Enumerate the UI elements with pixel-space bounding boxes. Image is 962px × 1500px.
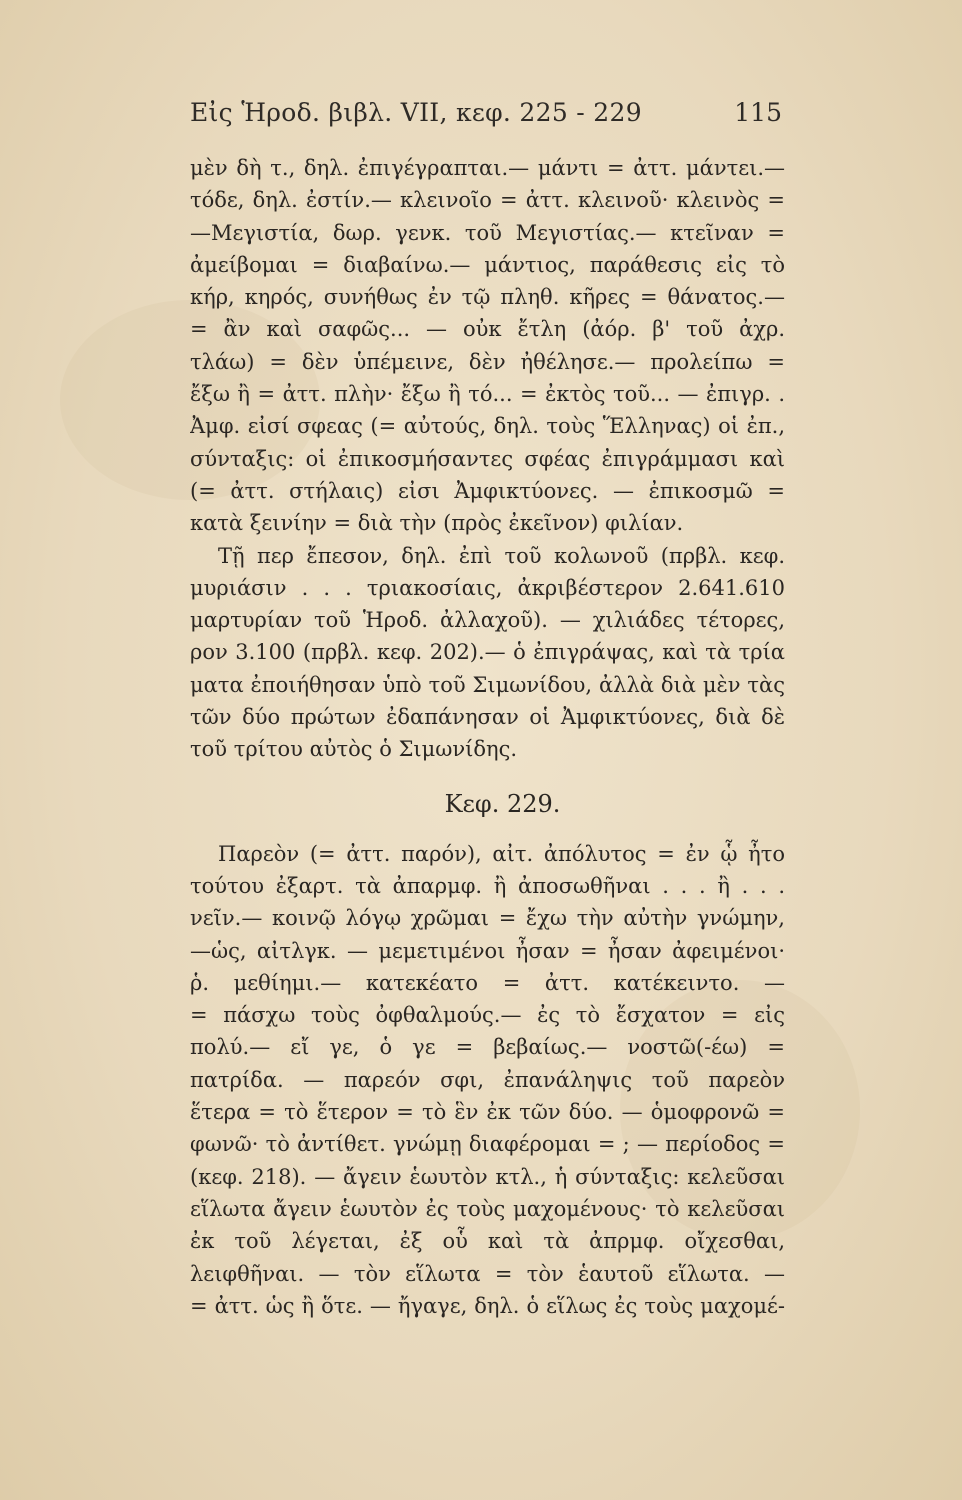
text-line: κατὰ ξεινίην = διὰ τὴν (πρὸς ἐκεῖνον) φιλίαν. <box>190 511 684 536</box>
text-line: λειφθῆναι. — τὸν εἵλωτα = τὸν ἑαυτοῦ εἵλωτα. — <box>190 1261 785 1286</box>
body-text <box>190 152 785 1322</box>
running-title: Εἰς Ἡροδ. βιβλ. VII, κεφ. 225 - 229 <box>190 98 642 127</box>
text-line: (= ἀττ. στήλαις) εἰσι Ἀμφικτύονες. — ἐπικοσμῶ = <box>190 478 785 503</box>
text-line: μαρτυρίαν τοῦ Ἡροδ. ἀλλαχοῦ). — χιλιάδες τέτορες, <box>190 608 785 633</box>
text-line: τλάω) = δὲν ὑπέμεινε, δὲν ἠθέλησε.— προλείπω = <box>190 349 785 374</box>
text-line: νεῖν.— κοινῷ λόγῳ χρῶμαι = ἔχω τὴν αὐτὴν γνώμην, <box>190 906 785 931</box>
text-line: = ἀττ. ὡς ἢ ὅτε. — ἤγαγε, δηλ. ὁ εἵλως ἐς τοὺς μαχομέ- <box>190 1293 785 1318</box>
text-line: —Μεγιστία, δωρ. γενκ. τοῦ Μεγιστίας.— κτεῖναν = <box>190 220 785 245</box>
text-line: ματα ἐποιήθησαν ὑπὸ τοῦ Σιμωνίδου, ἀλλὰ διὰ μὲν τὰς <box>190 672 785 697</box>
text-line: Ἀμφ. εἰσί σφεας (= αὐτούς, δηλ. τοὺς Ἕλληνας) οἱ ἐπ., <box>190 414 785 439</box>
text-line: πατρίδα. — παρεόν σφι, ἐπανάληψις τοῦ παρεὸν <box>190 1067 785 1092</box>
text-line: ῥ. μεθίημι.— κατεκέατο = ἀττ. κατέκειντο. — <box>190 970 785 995</box>
text-line: ἔξω ἢ = ἀττ. πλὴν· ἔξω ἢ τό... = ἐκτὸς τοῦ... — ἐπιγρ. . <box>190 382 785 407</box>
text-line: κήρ, κηρός, συνήθως ἐν τῷ πληθ. κῆρες = θάνατος.— <box>190 285 785 310</box>
text-line: πολύ.— εἴ γε, ὁ γε = βεβαίως.— νοστῶ(-έω) = <box>190 1035 785 1060</box>
text-line: εἵλωτα ἄγειν ἑωυτὸν ἐς τοὺς μαχομένους· τὸ κελεῦσαι <box>190 1196 785 1221</box>
text-line: τῶν δύο πρώτων ἐδαπάνησαν οἱ Ἀμφικτύονες, διὰ δὲ <box>190 705 785 730</box>
text-line: Παρεὸν (= ἀττ. παρόν), αἰτ. ἀπόλυτος = ἐν ᾧ ἦτο <box>218 841 785 866</box>
text-line: ἀμείβομαι = διαβαίνω.— μάντιος, παράθεσις εἰς τὸ <box>190 252 785 277</box>
text-line: τόδε, δηλ. ἐστίν.— κλεινοῖο = ἀττ. κλεινοῦ· κλεινὸς = <box>190 188 785 213</box>
text-line: (κεφ. 218). — ἄγειν ἑωυτὸν κτλ., ἡ σύνταξις: κελεῦσαι <box>190 1164 785 1189</box>
page-number: 115 <box>734 98 782 127</box>
text-line: Τῇ περ ἔπεσον, δηλ. ἐπὶ τοῦ κολωνοῦ (πρβλ. κεφ. <box>218 543 785 568</box>
text-line: μὲν δὴ τ., δηλ. ἐπιγέγραπται.— μάντι = ἀττ. μάντει.— <box>190 156 785 180</box>
chapter-heading: Κεφ. 229. <box>444 789 561 818</box>
text-line: = ἂν καὶ σαφῶς... — οὐκ ἔτλη (ἀόρ. β' τοῦ ἀχρ. <box>190 317 785 342</box>
text-line: ρον 3.100 (πρβλ. κεφ. 202).— ὁ ἐπιγράψας, καὶ τὰ τρία <box>190 640 785 665</box>
text-line: σύνταξις: οἱ ἐπικοσμήσαντες σφέας ἐπιγράμμασι καὶ <box>190 446 785 471</box>
text-line: ἐκ τοῦ λέγεται, ἐξ οὗ καὶ τὰ ἀπρμφ. οἴχεσθαι, <box>190 1229 785 1254</box>
text-line: τούτου ἐξαρτ. τὰ ἀπαρμφ. ἢ ἀποσωθῆναι . . . ἢ . . . <box>190 873 785 898</box>
text-line: —ὡς, αἰτλγκ. — μεμετιμένοι ἦσαν = ἦσαν ἀφειμένοι· <box>190 938 785 963</box>
text-line: ἕτερα = τὸ ἕτερον = τὸ ἓν ἐκ τῶν δύο. — ὁμοφρονῶ = <box>190 1100 785 1125</box>
text-line: μυριάσιν . . . τριακοσίαις, ἀκριβέστερον 2.641.610 <box>190 575 785 600</box>
text-line: = πάσχω τοὺς ὀφθαλμούς.— ἐς τὸ ἔσχατον = εἰς <box>190 1003 785 1028</box>
text-line: τοῦ τρίτου αὐτὸς ὁ Σιμωνίδης. <box>190 737 518 762</box>
text-line: φωνῶ· τὸ ἀντίθετ. γνώμῃ διαφέρομαι = ; — περίοδος = <box>190 1132 785 1157</box>
